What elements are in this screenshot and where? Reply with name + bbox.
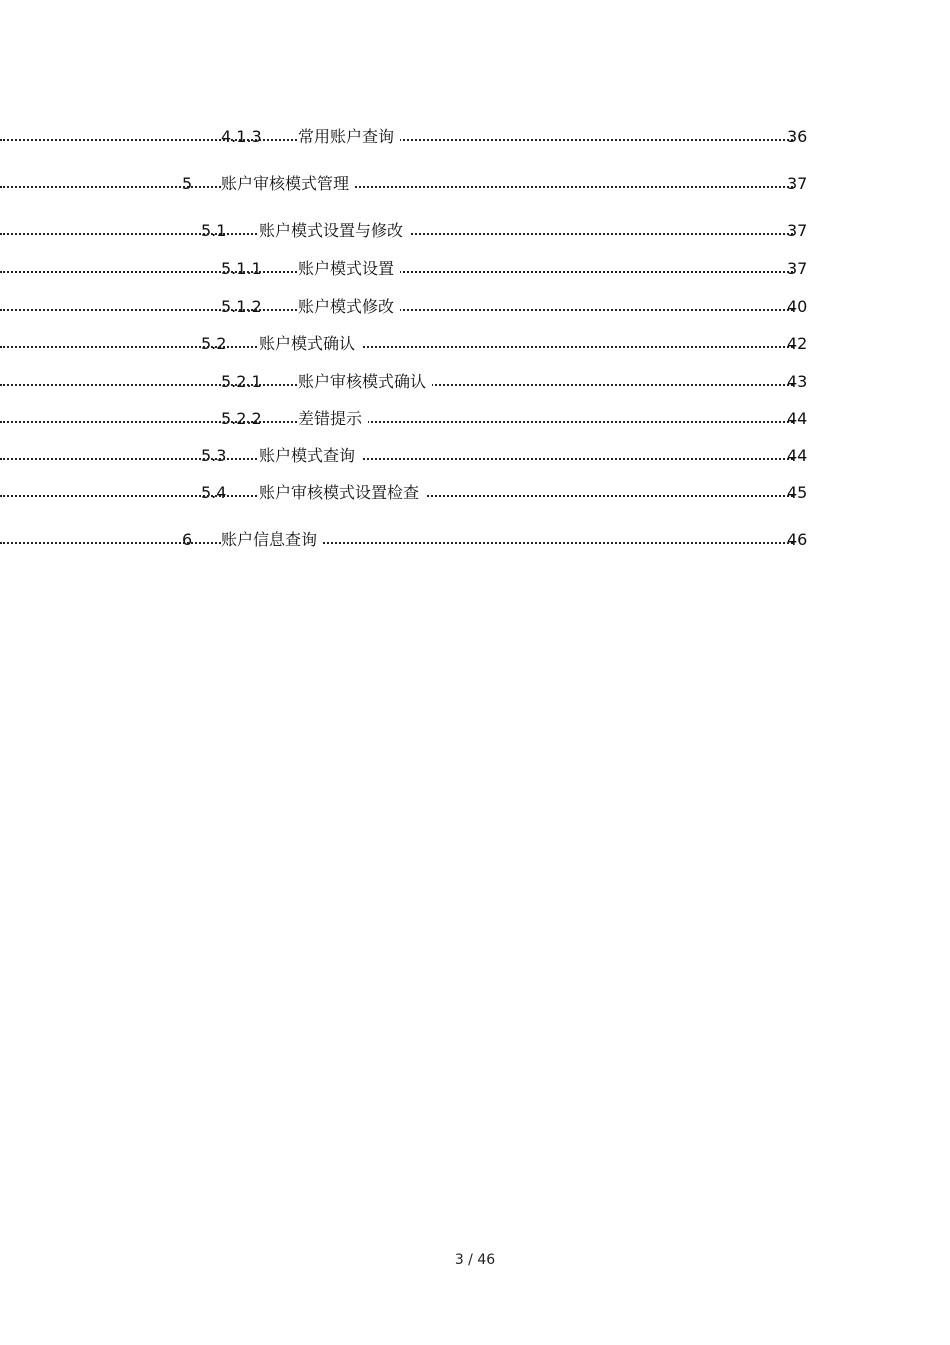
toc-entry-title: 差错提示 <box>298 407 368 431</box>
toc-entry-title: 账户信息查询 <box>221 528 323 552</box>
toc-dot-leader <box>0 528 793 552</box>
toc-entry-title: 账户审核模式设置检查 <box>259 481 425 505</box>
toc-entry-page: 44 <box>787 409 808 428</box>
toc-entry-title: 账户模式设置 <box>298 257 400 281</box>
toc-entry[interactable] <box>0 528 950 552</box>
toc-entry-page: 37 <box>787 221 808 240</box>
toc-entry-page: 40 <box>787 297 808 316</box>
toc-entry-number: 4.1.3 <box>221 127 262 146</box>
toc-entry-number: 5.4 <box>201 483 227 502</box>
toc-entry-title: 账户模式设置与修改 <box>259 219 409 243</box>
toc-entry[interactable] <box>0 370 950 394</box>
toc-entry-title: 账户审核模式确认 <box>298 370 432 394</box>
toc-entry-title: 账户审核模式管理 <box>221 172 355 196</box>
toc-entry[interactable] <box>0 219 950 243</box>
toc-entry[interactable] <box>0 295 950 319</box>
toc-entry-page: 37 <box>787 259 808 278</box>
toc-dot-leader <box>0 444 793 468</box>
table-of-contents <box>0 0 950 600</box>
toc-entry-number: 5.1 <box>201 221 227 240</box>
toc-entry-number: 5.2.1 <box>221 372 262 391</box>
toc-entry-number: 5 <box>182 174 193 193</box>
toc-entry[interactable] <box>0 125 950 149</box>
toc-entry[interactable] <box>0 444 950 468</box>
toc-entry-number: 6 <box>182 530 193 549</box>
toc-entry-number: 5.2 <box>201 334 227 353</box>
toc-dot-leader <box>0 332 793 356</box>
toc-entry-page: 36 <box>787 127 808 146</box>
page-number-footer: 3 / 46 <box>454 1252 496 1268</box>
toc-entry[interactable] <box>0 332 950 356</box>
toc-entry-title: 常用账户查询 <box>298 125 400 149</box>
toc-entry-title: 账户模式确认 <box>259 332 361 356</box>
toc-entry[interactable] <box>0 481 950 505</box>
toc-entry-page: 44 <box>787 446 808 465</box>
toc-entry-page: 43 <box>787 372 808 391</box>
toc-entry[interactable] <box>0 257 950 281</box>
toc-entry-page: 42 <box>787 334 808 353</box>
toc-dot-leader <box>0 407 793 431</box>
toc-entry-page: 37 <box>787 174 808 193</box>
toc-dot-leader <box>0 172 793 196</box>
toc-entry-title: 账户模式修改 <box>298 295 400 319</box>
toc-entry[interactable] <box>0 407 950 431</box>
toc-entry-number: 5.1.2 <box>221 297 262 316</box>
toc-entry-number: 5.2.2 <box>221 409 262 428</box>
toc-entry-number: 5.1.1 <box>221 259 262 278</box>
toc-entry-title: 账户模式查询 <box>259 444 361 468</box>
toc-entry-page: 46 <box>787 530 808 549</box>
toc-entry[interactable] <box>0 172 950 196</box>
toc-entry-page: 45 <box>787 483 808 502</box>
toc-entry-number: 5.3 <box>201 446 227 465</box>
